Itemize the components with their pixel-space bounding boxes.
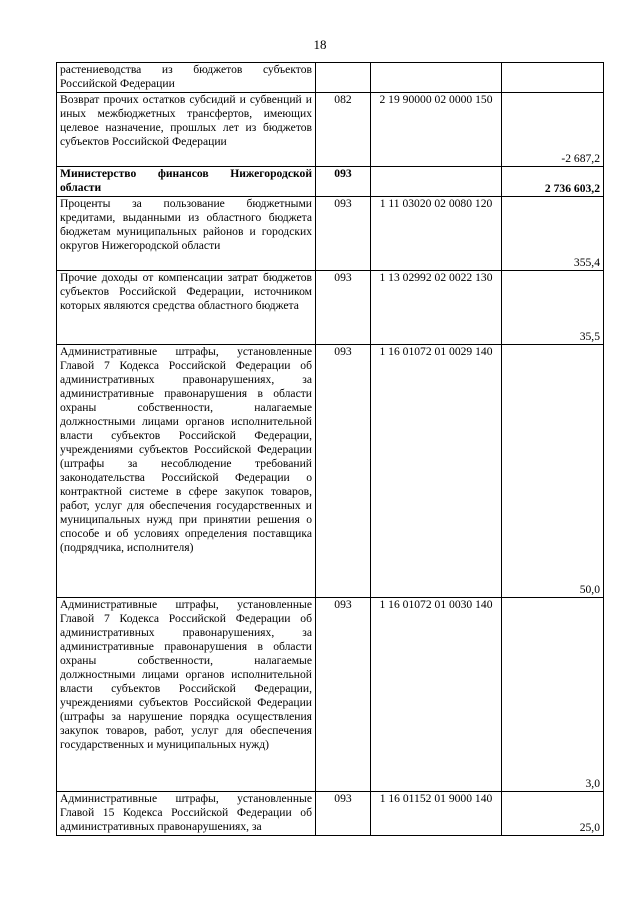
classification-code-cell: 1 13 02992 02 0022 130 <box>371 271 502 345</box>
page-number: 18 <box>313 37 327 52</box>
classification-code-cell: 1 16 01072 01 0030 140 <box>371 598 502 792</box>
revenue-name-cell: Возврат прочих остатков субсидий и субвенций и иных межбюджетных трансфертов, имеющих целевое назначение, прошлых лет из бюджетов субъектов Российской Федерации <box>57 93 316 167</box>
admin-code-cell: 093 <box>316 271 371 345</box>
revenue-name-cell: Проценты за пользование бюджетными кредитами, выданными из областного бюджета бюджетам муниципальных районов и городских округов Нижегородской области <box>57 197 316 271</box>
classification-code-cell: 1 11 03020 02 0080 120 <box>371 197 502 271</box>
amount-cell: -2 687,2 <box>502 93 604 167</box>
revenue-name-cell: Прочие доходы от компенсации затрат бюджетов субъектов Российской Федерации, источником которых являются средства областного бюджета <box>57 271 316 345</box>
table-row <box>57 63 604 93</box>
admin-code-cell: 093 <box>316 345 371 598</box>
admin-code-cell: 093 <box>316 167 371 197</box>
amount-cell: 2 736 603,2 <box>502 167 604 197</box>
amount-cell: 3,0 <box>502 598 604 792</box>
revenue-name-cell: растениеводства из бюджетов субъектов Российской Федерации <box>57 63 316 93</box>
amount-cell: 35,5 <box>502 271 604 345</box>
amount-cell: 355,4 <box>502 197 604 271</box>
amount-cell <box>502 63 604 93</box>
classification-code-cell <box>371 167 502 197</box>
revenue-name-cell: Министерство финансов Нижегородской области <box>57 167 316 197</box>
table-row <box>57 792 604 836</box>
revenue-table <box>56 62 604 836</box>
classification-code-cell: 2 19 90000 02 0000 150 <box>371 93 502 167</box>
admin-code-cell: 093 <box>316 598 371 792</box>
classification-code-cell: 1 16 01072 01 0029 140 <box>371 345 502 598</box>
classification-code-cell: 1 16 01152 01 9000 140 <box>371 792 502 836</box>
admin-code-cell: 093 <box>316 792 371 836</box>
table-row <box>57 598 604 792</box>
amount-cell: 50,0 <box>502 345 604 598</box>
revenue-name-cell: Административные штрафы, установленные Главой 15 Кодекса Российской Федерации об административных правонарушениях, за <box>57 792 316 836</box>
table-row <box>57 345 604 598</box>
admin-code-cell: 093 <box>316 197 371 271</box>
table-row <box>57 167 604 197</box>
admin-code-cell: 082 <box>316 93 371 167</box>
amount-cell: 25,0 <box>502 792 604 836</box>
revenue-name-cell: Административные штрафы, установленные Главой 7 Кодекса Российской Федерации об административных правонарушениях, за административные правонарушения в области охраны собственности, налагаемые должностными лицами органов исполнительной власти субъектов Российской Федерации, учреждениями субъектов Российской Федерации (штрафы за несоблюдение требований законодательства Российской Федерации о контрактной системе в сфере закупок товаров, работ, услуг для обеспечения государственных и муниципальных нужд при принятии решения о способе и об условиях определения поставщика (подрядчика, исполнителя) <box>57 345 316 598</box>
classification-code-cell <box>371 63 502 93</box>
revenue-name-cell: Административные штрафы, установленные Главой 7 Кодекса Российской Федерации об административных правонарушениях, за административные правонарушения в области охраны собственности, налагаемые должностными лицами органов исполнительной власти субъектов Российской Федерации, учреждениями субъектов Российской Федерации (штрафы за нарушение порядка осуществления закупок товаров, работ, услуг для обеспечения государственных и муниципальных нужд) <box>57 598 316 792</box>
table-row <box>57 271 604 345</box>
table-row <box>57 197 604 271</box>
admin-code-cell <box>316 63 371 93</box>
table-row <box>57 93 604 167</box>
